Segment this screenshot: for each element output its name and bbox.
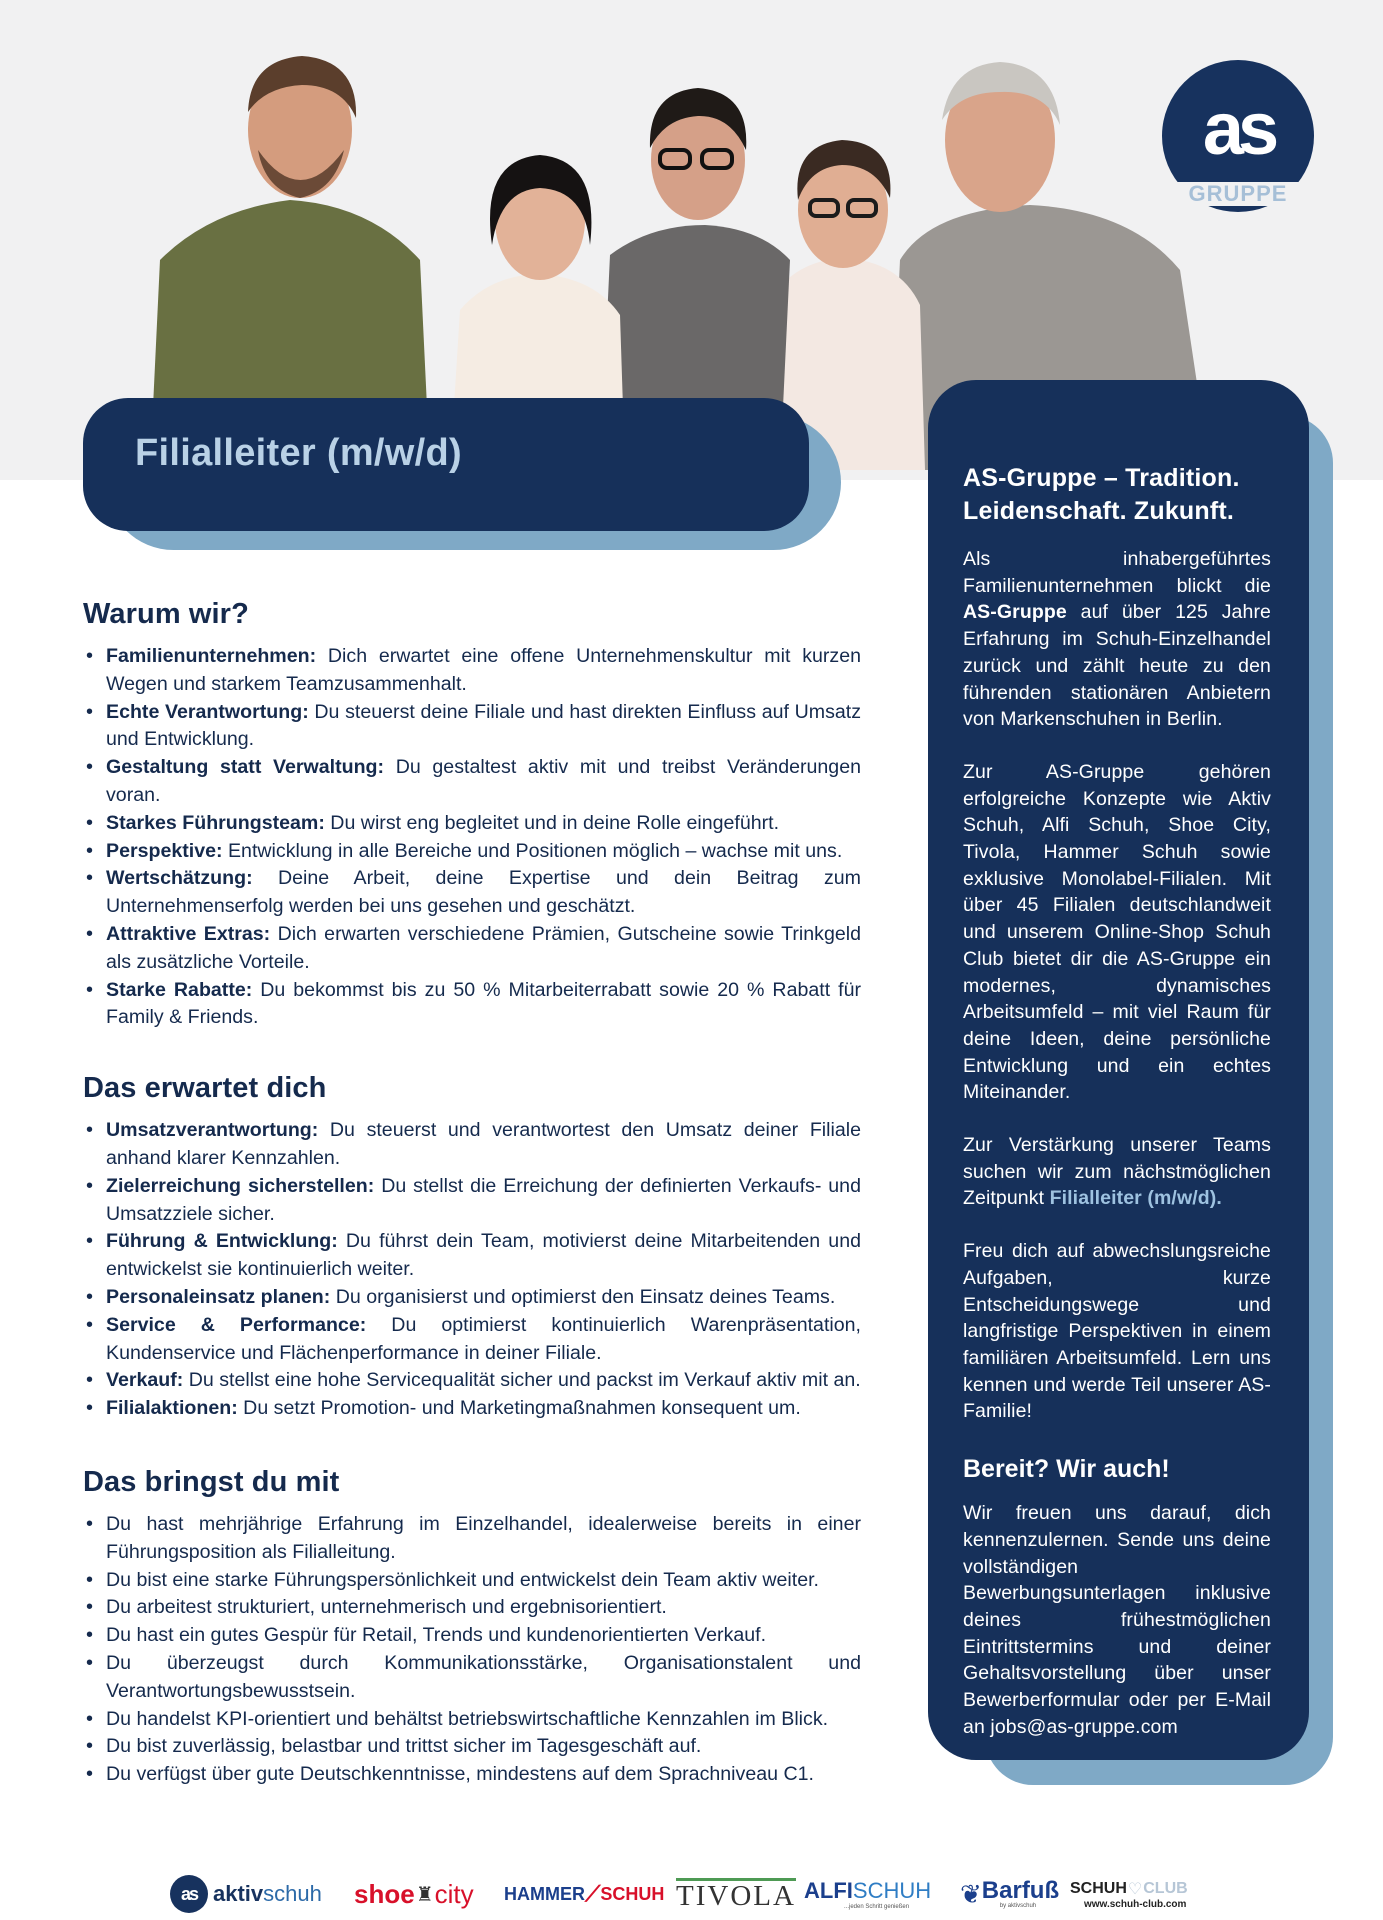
section-heading-why: Warum wir? — [83, 598, 249, 630]
panel-paragraph-vacancy — [963, 1132, 1271, 1212]
aktivschuh-icon: as — [170, 1875, 208, 1913]
as-gruppe-logo — [1158, 60, 1318, 210]
spacer — [83, 1032, 861, 1072]
brand-text: aktiv — [213, 1881, 264, 1906]
spacer — [83, 1423, 861, 1466]
panel-job-highlight: Filialleiter (m/w/d). — [1049, 1187, 1222, 1210]
item-text: Dich erwarten verschiedene Prämien, Gutscheine sowie Trinkgeld als zusätzliche Vorteile. — [106, 922, 861, 973]
brand-tagline: ...jeden Schritt genießen — [844, 1904, 910, 1910]
list-item — [83, 977, 861, 1033]
item-text: Du organisierst und optimierst den Einsatz deines Teams. — [330, 1285, 836, 1308]
panel-text: Zur Verstärkung unserer Teams suchen wir zum nächstmöglichen Zeitpunkt — [963, 1134, 1271, 1210]
panel-heading-apply: Bereit? Wir auch! — [963, 1455, 1170, 1484]
brand-tivola — [676, 1874, 796, 1914]
list-item — [83, 1117, 861, 1173]
item-label: Gestaltung statt Verwaltung: — [106, 756, 385, 779]
list-item: • Du bist eine starke Führungspersönlichkeit und entwickelst dein Team aktiv weiter. — [83, 1567, 861, 1595]
alfischuh-wordmark — [804, 1878, 931, 1904]
item-label: Starke Rabatte: — [106, 978, 253, 1001]
panel-paragraph-apply: Wir freuen uns darauf, dich kennenzulernen. Sende uns deine vollständigen Bewerbungsunterlagen inklusive deines frühestmöglichen Eintrittstermins und deiner Gehaltsvorstellung über unser Bewerberformular oder per E-Mail an jobs@as-gruppe.com — [963, 1502, 1271, 1738]
list-item — [83, 754, 861, 810]
list-item — [83, 1284, 861, 1312]
item-label: Service & Performance: — [106, 1313, 367, 1336]
list-item — [83, 699, 861, 755]
list-item: • Du arbeitest strukturiert, unternehmerisch und ergebnisorientiert. — [83, 1594, 861, 1622]
list-item: • Du handelst KPI-orientiert und behältst betriebswirtschaftliche Kennzahlen im Blick. — [83, 1706, 861, 1734]
brand-alfischuh — [804, 1874, 931, 1914]
brand-barfuss — [960, 1874, 1059, 1914]
item-text: Du setzt Promotion- und Marketingmaßnahmen konsequent um. — [237, 1397, 801, 1420]
brand-text: schuh — [263, 1881, 322, 1906]
item-text: Du wirst eng begleitet und in deine Rolle eingeführt. — [324, 811, 780, 834]
item-label: Wertschätzung: — [106, 867, 253, 890]
item-label: Attraktive Extras: — [106, 922, 271, 945]
item-label: Familienunternehmen: — [106, 645, 317, 667]
list-item — [83, 921, 861, 977]
item-text: Du gestaltest aktiv mit und treibst Veränderungen voran. — [106, 756, 862, 806]
panel-text: Als inhabergeführtes Familienunternehmen blickt die — [963, 548, 1271, 597]
item-label: Umsatzverantwortung: — [106, 1119, 319, 1142]
benefits-list — [83, 643, 861, 1032]
heart-icon: ♡ — [1127, 1880, 1143, 1898]
item-label: Führung & Entwicklung: — [106, 1230, 338, 1253]
item-text: Du steuerst und verantwortest den Umsatz deiner Filiale anhand klarer Kennzahlen. — [106, 1119, 861, 1169]
item-text: Du stellst die Erreichung der definierten Verkaufs- und Umsatzziele sicher. — [106, 1174, 861, 1225]
section-heading-expect: Das erwartet dich — [83, 1072, 327, 1105]
brand-schuhclub — [1070, 1874, 1188, 1914]
brand-url: www.schuh-club.com — [1084, 1898, 1187, 1910]
brand-text: CLUB — [1143, 1879, 1188, 1897]
item-text: Dich erwartet eine offene Unternehmenskultur mit kurzen Wegen und starkem Teamzusammenhalt. — [106, 645, 861, 695]
logo-wordmark: GRUPPE — [1158, 182, 1318, 206]
list-item: • Du bist zuverlässig, belastbar und trittst sicher im Tagesgeschäft auf. — [83, 1733, 861, 1761]
panel-text: auf über 125 Jahre Erfahrung im Schuh-Einzelhandel zurück und zählt heute zu den führenden stationären Anbietern von Markenschuhen in Berlin. — [963, 601, 1271, 731]
company-info-panel — [928, 380, 1309, 1760]
list-item — [83, 1312, 861, 1368]
item-label: Personaleinsatz planen: — [106, 1285, 331, 1308]
panel-brand-name: AS-Gruppe — [963, 601, 1067, 624]
brand-text: SCHUH — [852, 1878, 932, 1903]
brand-text: city — [434, 1878, 474, 1909]
item-text: Deine Arbeit, deine Expertise und dein Beitrag zum Unternehmenserfolg werden bei uns gesehen und geschätzt. — [106, 867, 861, 918]
section-heading-bring: Das bringst du mit — [83, 1465, 340, 1498]
item-label: Filialaktionen: — [106, 1397, 238, 1420]
list-item: • Du hast mehrjährige Erfahrung im Einzelhandel, idealerweise bereits in einer Führungsposition als Filialleitung. — [83, 1511, 861, 1567]
brand-text: HAMMER — [504, 1883, 585, 1904]
item-label: Verkauf: — [106, 1369, 184, 1392]
brand-text: shoe — [354, 1878, 415, 1909]
list-item — [83, 1173, 861, 1229]
list-item: • Du verfügst über gute Deutschkenntnisse, mindestens auf dem Sprachniveau C1. — [83, 1761, 861, 1789]
item-label: Perspektive: — [106, 839, 223, 862]
brand-text: SCHUH — [1070, 1879, 1127, 1897]
city-skyline-icon: ♜ — [415, 1883, 434, 1906]
list-item — [83, 1228, 861, 1284]
requirements-list — [83, 1511, 861, 1789]
item-label: Zielerreichung sicherstellen: — [106, 1174, 375, 1197]
panel-paragraph-offer: Freu dich auf abwechslungsreiche Aufgaben, kurze Entscheidungswege und langfristige Perspektiven in einem familiären Arbeitsumfeld. Lern uns kennen und werde Teil unserer AS-Familie! — [963, 1240, 1271, 1423]
heel-icon: ⟋ — [585, 1881, 601, 1906]
job-description — [83, 598, 861, 1789]
list-item — [83, 838, 861, 866]
tasks-list — [83, 1117, 861, 1423]
panel-paragraph-history — [963, 546, 1271, 733]
brand-shoecity — [354, 1874, 474, 1914]
item-text: Du steuerst deine Filiale und hast direkten Einfluss auf Umsatz und Entwicklung. — [106, 700, 862, 751]
brand-text: TIVOLA — [676, 1879, 796, 1912]
brand-text: Barfuß — [981, 1877, 1060, 1904]
list-item — [83, 1367, 861, 1395]
list-item — [83, 643, 861, 699]
brand-text: SCHUH — [600, 1883, 665, 1904]
list-item — [83, 865, 861, 921]
panel-heading: AS-Gruppe – Tradition. Leidenschaft. Zukunft. — [963, 464, 1240, 525]
list-item — [83, 810, 861, 838]
brand-text: ALFI — [804, 1878, 853, 1903]
brand-tagline: by aktivschuh — [999, 1903, 1037, 1909]
schuhclub-wordmark — [1070, 1879, 1188, 1899]
list-item: • Du überzeugst durch Kommunikationsstärke, Organisationstalent und Verantwortungsbewusstsein. — [83, 1650, 861, 1706]
list-item: • Du hast ein gutes Gespür für Retail, Trends und kundenorientierten Verkauf. — [83, 1622, 861, 1650]
brand-hammerschuh — [504, 1874, 664, 1914]
footprint-icon: ❦ — [960, 1878, 982, 1909]
item-text: Du optimierst kontinuierlich Warenpräsentation, Kundenservice und Flächenperformance in deiner Filiale. — [106, 1313, 861, 1364]
item-label: Starkes Führungsteam: — [106, 811, 325, 834]
job-title: Filialleiter (m/w/d) — [135, 432, 462, 474]
brand-aktivschuh — [170, 1874, 322, 1914]
brand-logos-bar — [170, 1874, 1220, 1914]
item-text: Du stellst eine hohe Servicequalität sicher und packst im Verkauf aktiv mit an. — [183, 1369, 861, 1392]
logo-mark: as — [1202, 87, 1274, 170]
barfuss-wordmark — [982, 1879, 1059, 1909]
panel-paragraph-concepts: Zur AS-Gruppe gehören erfolgreiche Konzepte wie Aktiv Schuh, Alfi Schuh, Shoe City, Tivola, Hammer Schuh sowie exklusive Monolabel-Filialen. Mit über 45 Filialen deutschlandweit und unserem Online-Shop Schuh Club bietet dir die AS-Gruppe ein modernes, dynamisches Arbeitsumfeld – mit viel Raum für deine Ideen, deine persönliche Entwicklung und ein echtes Miteinander. — [963, 760, 1271, 1104]
item-text: Du führst dein Team, motivierst deine Mitarbeitenden und entwickelst sie kontinuierlich weiter. — [106, 1230, 861, 1281]
list-item — [83, 1395, 861, 1423]
item-text: Entwicklung in alle Bereiche und Positionen möglich – wachse mit uns. — [222, 839, 843, 862]
item-text: Du bekommst bis zu 50 % Mitarbeiterrabatt sowie 20 % Rabatt für Family & Friends. — [106, 978, 861, 1029]
item-label: Echte Verantwortung: — [106, 700, 309, 723]
